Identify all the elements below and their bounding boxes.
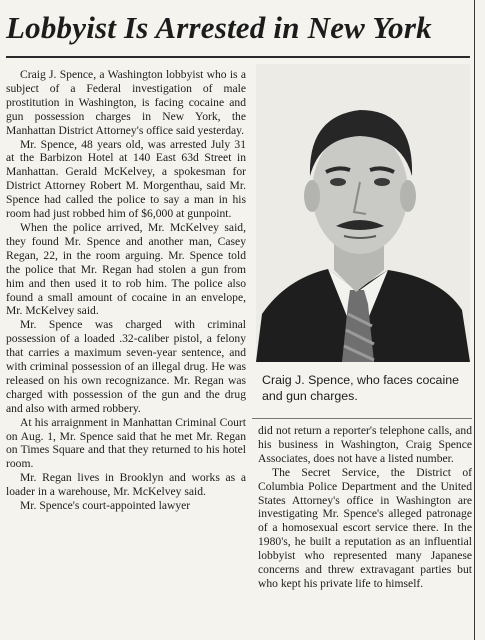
portrait-photo: [256, 64, 470, 362]
page-edge: [474, 0, 485, 640]
article-paragraph: Mr. Spence, 48 years old, was arrested July 31 at the Barbizon Hotel at 140 East 63d Street in Manhattan. Gerald McKelvey, a spokesman for District Attorney Robert M. Morgenthau, said Mr. Spence had called the police to say a man in his room had just robbed him of $6,000 at gunpoint.: [6, 137, 246, 221]
article-paragraph: When the police arrived, Mr. McKelvey said, they found Mr. Spence and another man, Casey Regan, 22, in the room arguing. Mr. Spence told the police that Mr. Regan had stolen a gun from him and then used it to rob him. The police also found a small amount of cocaine in an envelope, Mr. McKelvey said.: [6, 220, 246, 318]
article-paragraph: Craig J. Spence, a Washington lobbyist who is a subject of a Federal investigation of male prostitution in Washington, is facing cocaine and gun possession charges in New York, the Manhattan District Attorney's office said yesterday.: [6, 68, 246, 137]
article-paragraph: The Secret Service, the District of Columbia Police Department and the United States Attorney's office in Washington are investigating Mr. Spence's alleged patronage of a homosexual escort service there. In the 1980's, he built a reputation as an influential lobbyist who represented many Japanese concerns and threw extravagant parties but who kept his private life to himself.: [258, 465, 472, 590]
article-column-left: [6, 68, 246, 513]
article-paragraph: Mr. Regan lives in Brooklyn and works as a loader in a warehouse, Mr. McKelvey said.: [6, 471, 246, 499]
headline-rule: [6, 56, 470, 58]
photo-caption: Craig J. Spence, who faces cocaine and gun charges.: [262, 373, 459, 403]
article-paragraph: Mr. Spence was charged with criminal possession of a loaded .32-caliber pistol, a felony that carries a maximum seven-year sentence, and with criminal possession of an illegal drug. He was released on his own recognizance. Mr. Regan was charged with possession of the gun and the drug and also with armed robbery.: [6, 318, 246, 415]
article-paragraph: did not return a reporter's telephone calls, and his business in Washington, Craig Spence Associates, does not have a listed number.: [258, 424, 472, 465]
column-divider: [252, 418, 472, 419]
article-paragraph: Mr. Spence's court-appointed lawyer: [20, 499, 191, 513]
article-column-right: [258, 424, 472, 591]
article-paragraph: At his arraignment in Manhattan Criminal Court on Aug. 1, Mr. Spence said that he met Mr. Regan on Times Square and that they returned to his hotel room.: [6, 415, 246, 471]
headline: Lobbyist Is Arrested in New York: [6, 10, 432, 45]
portrait-illustration: [256, 64, 470, 362]
